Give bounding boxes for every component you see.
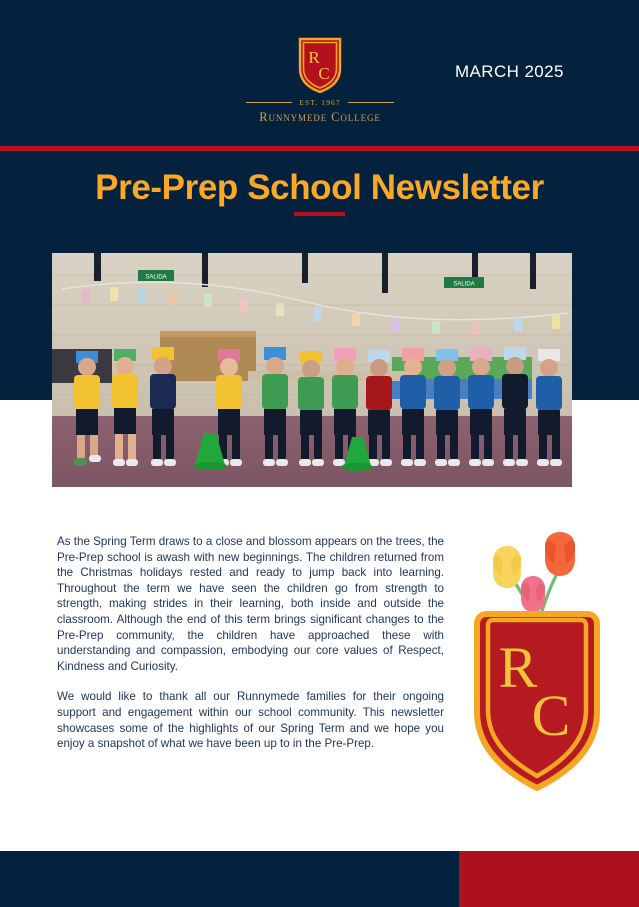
article-paragraph-2: We would like to thank all our Runnymede families for their ongoing support and engagement within our school community. This newsletter showcases some of the highlights of our Spring Term and we hope you enjoy a snapshot of what we have been up to in the Pre-Prep.: [57, 690, 444, 751]
page-title: Pre-Prep School Newsletter: [95, 168, 544, 207]
svg-text:SALIDA: SALIDA: [145, 274, 167, 281]
est-rule-left: [246, 102, 292, 103]
footer-red-block: [459, 851, 639, 907]
header-divider-rule: [0, 146, 639, 151]
svg-text:R: R: [308, 48, 320, 67]
svg-text:C: C: [531, 683, 571, 748]
pre-prep-children-group-photo: [52, 253, 572, 487]
issue-date: MARCH 2025: [455, 62, 564, 81]
svg-text:SALIDA: SALIDA: [453, 281, 475, 288]
orange-tulip: [545, 532, 575, 576]
footer-navy-block: [0, 851, 459, 907]
crest-tulips-artwork: [463, 532, 611, 794]
est-rule-right: [348, 102, 394, 103]
established-text: EST. 1967: [299, 98, 341, 107]
yellow-tulip: [493, 546, 521, 588]
footer-bar: [0, 851, 639, 907]
title-accent-rule: [294, 212, 345, 216]
college-name: Runnymede College: [259, 110, 381, 124]
svg-text:R: R: [498, 635, 538, 700]
established-row: [246, 98, 394, 107]
newsletter-intro-article: [57, 534, 444, 752]
school-brand-block: [240, 36, 400, 125]
shield-crest-large: [477, 614, 597, 788]
pink-tulip: [521, 576, 545, 612]
photo-artwork: [52, 253, 572, 487]
article-paragraph-1: As the Spring Term draws to a close and blossom appears on the trees, the Pre-Prep school is awash with new beginnings. The children returned from the Christmas holidays rested and ready to jump back into learning. Throughout the term we have seen the children go from strength to strength, making strides in their learning, both inside and outside the classroom. Although the end of this term brings significant changes to the Pre-Prep community, the children have approached these with understanding and compassion, embodying our core values of Respect, Kindness and Curiosity.: [57, 535, 444, 673]
shield-crest-icon: [297, 36, 343, 94]
svg-text:C: C: [318, 64, 330, 83]
crest-with-tulips-illustration: [463, 532, 611, 794]
